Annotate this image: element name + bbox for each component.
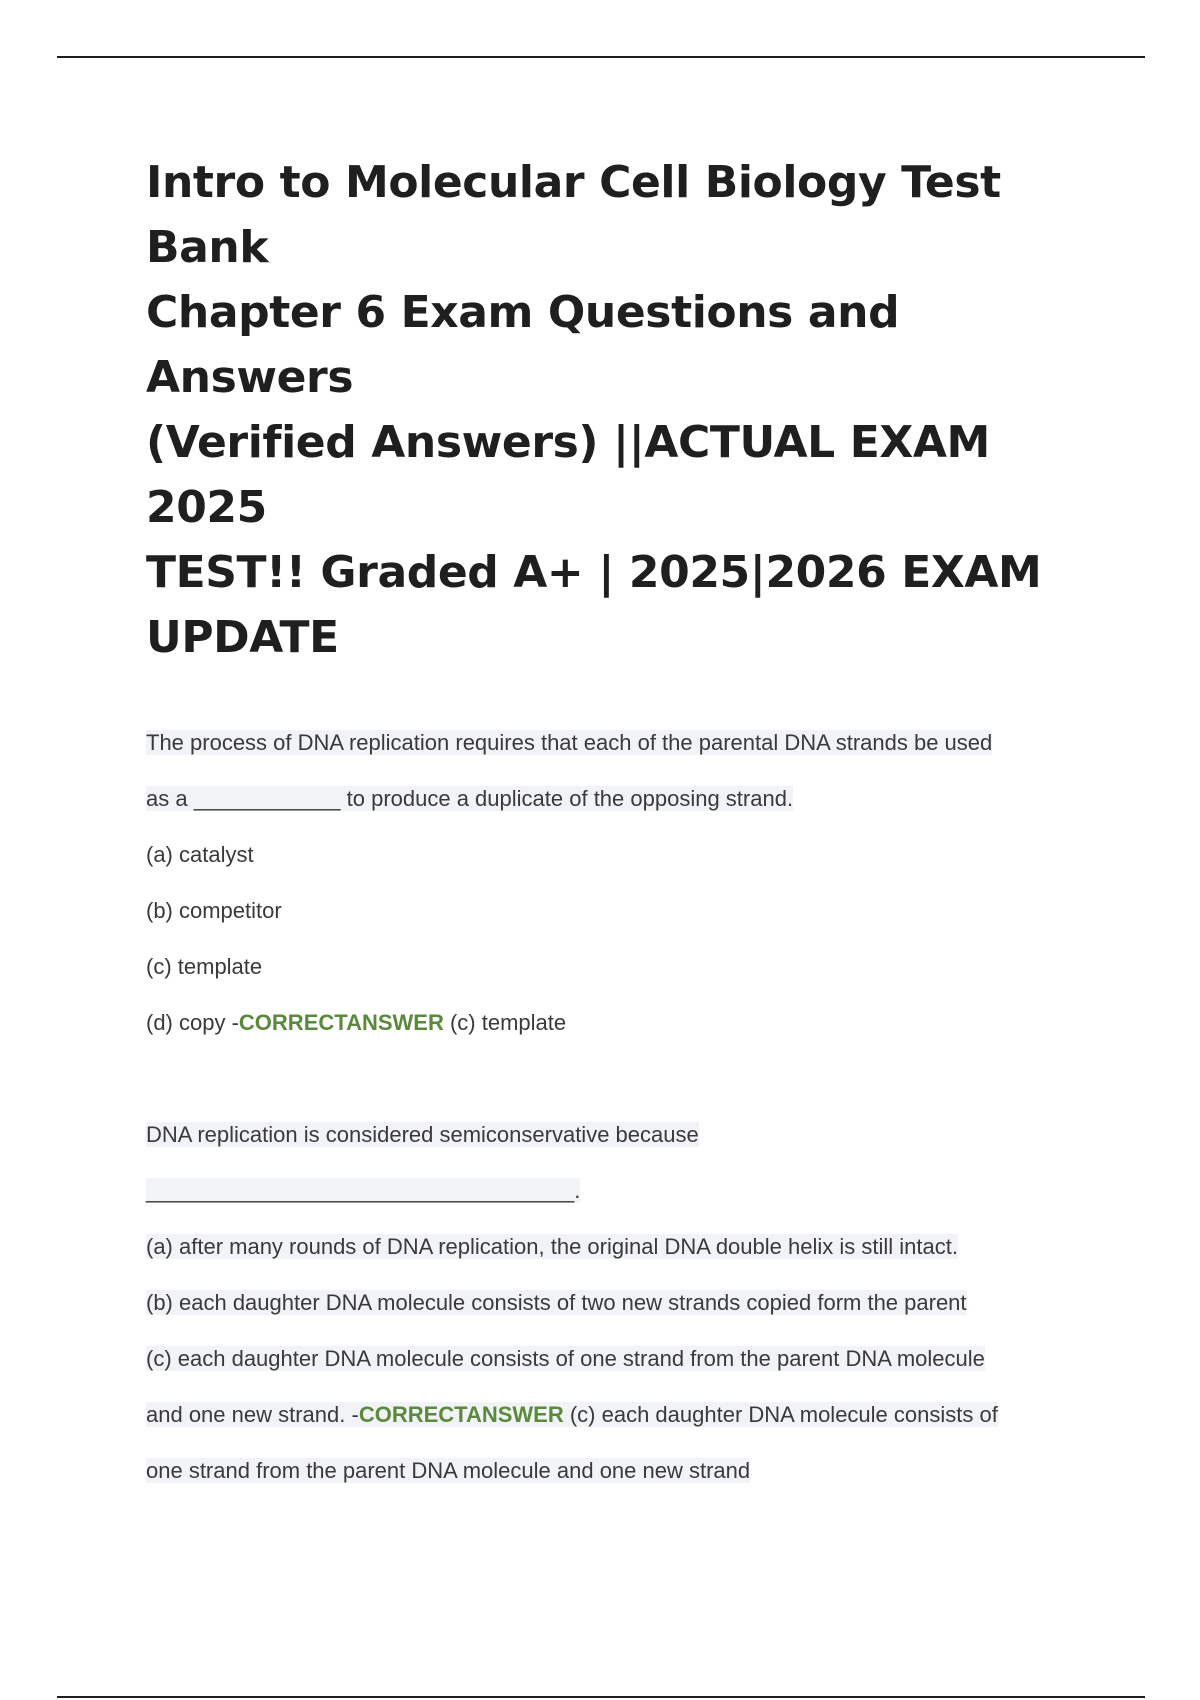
question-prompt-text: as a ____________ to produce a duplicate of the opposing strand. [146, 786, 794, 811]
question-prompt-text: The process of DNA replication requires that each of the parental DNA strands be used [146, 730, 993, 755]
answer-option-text: (b) each daughter DNA molecule consists of two new strands copied form the parent [146, 1290, 967, 1315]
title-line: UPDATE [146, 612, 339, 663]
title-line: (Verified Answers) ||ACTUAL EXAM 2025 [146, 417, 990, 533]
question-1 [146, 715, 1106, 1051]
top-rule [57, 56, 1145, 58]
title-line: TEST!! Graded A+ | 2025|2026 EXAM [146, 547, 1042, 598]
title-line: Intro to Molecular Cell Biology Test Bank [146, 157, 1001, 273]
answer-option [146, 1331, 1106, 1387]
correct-answer-text: (c) template [443, 1010, 567, 1035]
question-prompt-text: DNA replication is considered semiconservative because [146, 1122, 699, 1147]
answer-option [146, 1275, 1106, 1331]
answer-option: (c) template [146, 954, 263, 979]
answer-option-text: (d) copy - [146, 1010, 239, 1035]
document-title [146, 150, 1106, 670]
document-body [146, 150, 1106, 1499]
correct-answer-label: CORRECTANSWER [358, 1402, 564, 1427]
answer-option-text: (a) after many rounds of DNA replication, the original DNA double helix is still intact. [146, 1234, 958, 1259]
answer-option: (a) catalyst [146, 842, 254, 867]
correct-answer-label: CORRECTANSWER [238, 1010, 444, 1035]
answer-option-text: and one new strand. - [146, 1402, 359, 1427]
question-prompt-line [146, 771, 1106, 827]
question-2 [146, 1107, 1106, 1499]
question-prompt-text: ___________________________________. [146, 1178, 581, 1203]
correct-answer-continuation [146, 1443, 1106, 1499]
bottom-rule [57, 1696, 1145, 1698]
title-line: Chapter 6 Exam Questions and Answers [146, 287, 900, 403]
question-prompt-line [146, 1107, 1106, 1163]
answer-option-with-correct-answer [146, 1387, 1106, 1443]
question-prompt-line [146, 715, 1106, 771]
answer-option-with-correct-answer [146, 995, 1106, 1051]
correct-answer-text: (c) each daughter DNA molecule consists of [563, 1402, 998, 1427]
answer-option-text: (c) each daughter DNA molecule consists of one strand from the parent DNA molecule [146, 1346, 985, 1371]
correct-answer-text: one strand from the parent DNA molecule and one new strand [146, 1458, 751, 1483]
question-prompt-line [146, 1163, 1106, 1219]
answer-option: (b) competitor [146, 898, 282, 923]
answer-option [146, 1219, 1106, 1275]
